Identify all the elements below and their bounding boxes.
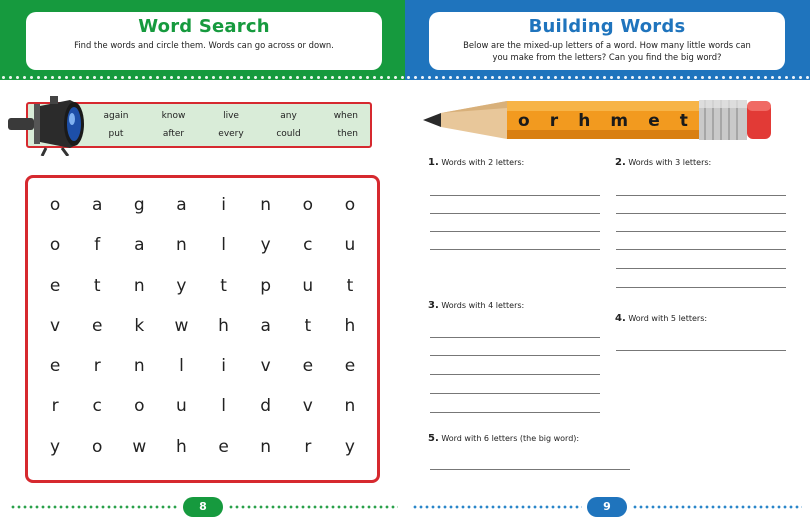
question-number: 2.: [615, 157, 626, 168]
grid-letter[interactable]: f: [94, 235, 101, 256]
grid-letter[interactable]: n: [133, 356, 145, 377]
grid-letter[interactable]: a: [176, 195, 187, 215]
grid-letter[interactable]: h: [176, 436, 187, 457]
answer-line[interactable]: [430, 393, 600, 394]
grid-letter[interactable]: u: [302, 275, 314, 296]
answer-line[interactable]: [616, 268, 786, 269]
answer-line[interactable]: [616, 195, 786, 196]
question-2: [615, 157, 711, 168]
question-number: 3.: [428, 300, 439, 311]
scrambled-letter: h: [578, 111, 591, 131]
grid-letter[interactable]: y: [260, 235, 271, 256]
answer-line[interactable]: [430, 231, 600, 232]
building-words-instructions: Below are the mixed-up letters of a word. How many little words can you make from the letters? Can you find the big word?: [463, 40, 751, 62]
footer-dots: [10, 505, 178, 509]
scrambled-letter: o: [518, 111, 530, 131]
word-bank-word: could: [276, 129, 301, 139]
grid-letter[interactable]: y: [176, 275, 187, 296]
answer-line[interactable]: [616, 231, 786, 232]
grid-letter[interactable]: y: [50, 436, 61, 457]
answer-line[interactable]: [616, 213, 786, 214]
footer-dots: [412, 505, 582, 509]
grid-letter[interactable]: u: [344, 235, 356, 256]
word-bank-row-1: [88, 111, 358, 121]
grid-letter[interactable]: u: [176, 396, 187, 417]
grid-letter[interactable]: v: [50, 315, 61, 336]
grid-letter[interactable]: w: [132, 436, 147, 457]
page-title-building-words: Building Words: [528, 16, 686, 37]
grid-letter[interactable]: l: [221, 235, 226, 256]
grid-letter[interactable]: h: [344, 315, 356, 336]
grid-letter[interactable]: p: [260, 275, 272, 296]
question-1: [428, 157, 524, 168]
word-search-grid: [25, 175, 380, 483]
answer-line[interactable]: [430, 355, 600, 356]
answer-line[interactable]: [430, 249, 600, 250]
grid-letter[interactable]: n: [133, 275, 145, 296]
grid-letter[interactable]: e: [218, 436, 229, 457]
grid-cells: [34, 190, 371, 472]
grid-letter[interactable]: t: [346, 275, 354, 296]
answer-line[interactable]: [430, 195, 600, 196]
question-4: [615, 313, 707, 324]
header-dots: [405, 75, 810, 80]
grid-letter[interactable]: c: [92, 396, 102, 417]
spotlight-icon: [6, 92, 86, 156]
answer-line[interactable]: [430, 213, 600, 214]
grid-letter[interactable]: o: [302, 195, 314, 215]
question-label: Words with 4 letters:: [441, 301, 525, 310]
grid-letter[interactable]: a: [91, 195, 103, 215]
grid-letter[interactable]: e: [302, 356, 314, 377]
page-number-right: 9: [587, 497, 627, 517]
word-bank-word: when: [333, 111, 358, 121]
grid-letter[interactable]: i: [221, 356, 226, 377]
grid-letter[interactable]: n: [260, 195, 272, 215]
right-header: [405, 0, 810, 80]
grid-letter[interactable]: l: [221, 396, 226, 417]
grid-letter[interactable]: n: [344, 396, 356, 417]
grid-letter[interactable]: c: [303, 235, 313, 256]
grid-letter[interactable]: t: [93, 275, 101, 296]
question-label: Words with 3 letters:: [628, 158, 712, 167]
right-title-card: [429, 12, 785, 70]
grid-letter[interactable]: d: [260, 396, 272, 417]
grid-letter[interactable]: l: [179, 356, 184, 377]
grid-letter[interactable]: a: [134, 235, 145, 256]
word-bank-word: then: [337, 129, 358, 139]
footer-dots: [632, 505, 802, 509]
answer-line[interactable]: [430, 374, 600, 375]
grid-letter[interactable]: o: [91, 436, 103, 457]
word-search-instructions: Find the words and circle them. Words can go across or down.: [74, 40, 334, 50]
answer-line[interactable]: [616, 350, 786, 351]
question-5: [428, 433, 579, 444]
grid-letter[interactable]: v: [302, 396, 313, 417]
word-bank-word: know: [161, 111, 186, 121]
grid-letter[interactable]: g: [133, 195, 145, 215]
question-number: 5.: [428, 433, 439, 444]
grid-letter[interactable]: a: [260, 315, 271, 336]
grid-letter[interactable]: t: [220, 275, 227, 296]
question-number: 1.: [428, 157, 439, 168]
word-bank-word: after: [162, 129, 185, 139]
grid-letter[interactable]: o: [49, 195, 61, 215]
footer-dots: [228, 505, 398, 509]
word-bank-word: live: [223, 111, 239, 121]
grid-letter[interactable]: e: [91, 315, 103, 336]
answer-line[interactable]: [616, 249, 786, 250]
word-bank-word: any: [280, 111, 297, 121]
grid-letter[interactable]: e: [344, 356, 356, 377]
answer-line[interactable]: [616, 287, 786, 288]
question-label: Word with 5 letters:: [628, 314, 708, 323]
grid-letter[interactable]: i: [221, 195, 226, 215]
left-title-card: [26, 12, 382, 70]
word-bank-word: put: [108, 129, 124, 139]
grid-letter[interactable]: n: [260, 436, 272, 457]
question-3: [428, 300, 524, 311]
word-bank-row-2: [88, 129, 358, 139]
grid-letter[interactable]: o: [49, 235, 61, 256]
grid-letter[interactable]: k: [134, 315, 145, 336]
word-bank-word: every: [218, 129, 244, 139]
scrambled-letter: r: [549, 111, 559, 131]
scrambled-letter: e: [648, 111, 660, 131]
header-dots: [0, 75, 405, 80]
pencil-letters: [508, 110, 698, 134]
grid-letter[interactable]: r: [93, 356, 101, 377]
question-label: Words with 2 letters:: [441, 158, 525, 167]
answer-line[interactable]: [430, 337, 600, 338]
grid-letter[interactable]: r: [304, 436, 312, 457]
page-number-left: 8: [183, 497, 223, 517]
page-title-word-search: Word Search: [138, 16, 270, 37]
scrambled-letter: m: [610, 111, 629, 131]
answer-line[interactable]: [430, 412, 600, 413]
grid-letter[interactable]: r: [51, 396, 59, 417]
word-bank-word: again: [103, 111, 129, 121]
grid-letter[interactable]: t: [304, 315, 312, 336]
grid-letter[interactable]: o: [134, 396, 145, 417]
grid-letter[interactable]: w: [174, 315, 189, 336]
grid-letter[interactable]: e: [49, 356, 61, 377]
grid-letter[interactable]: n: [176, 235, 187, 256]
question-number: 4.: [615, 313, 626, 324]
answer-line[interactable]: [430, 469, 630, 470]
scrambled-letter: t: [679, 111, 688, 131]
question-label: Word with 6 letters (the big word):: [441, 434, 580, 443]
grid-letter[interactable]: e: [49, 275, 61, 296]
grid-letter[interactable]: v: [260, 356, 271, 377]
grid-letter[interactable]: y: [344, 436, 355, 457]
left-header: [0, 0, 405, 80]
grid-letter[interactable]: o: [344, 195, 356, 215]
grid-letter[interactable]: h: [218, 315, 229, 336]
